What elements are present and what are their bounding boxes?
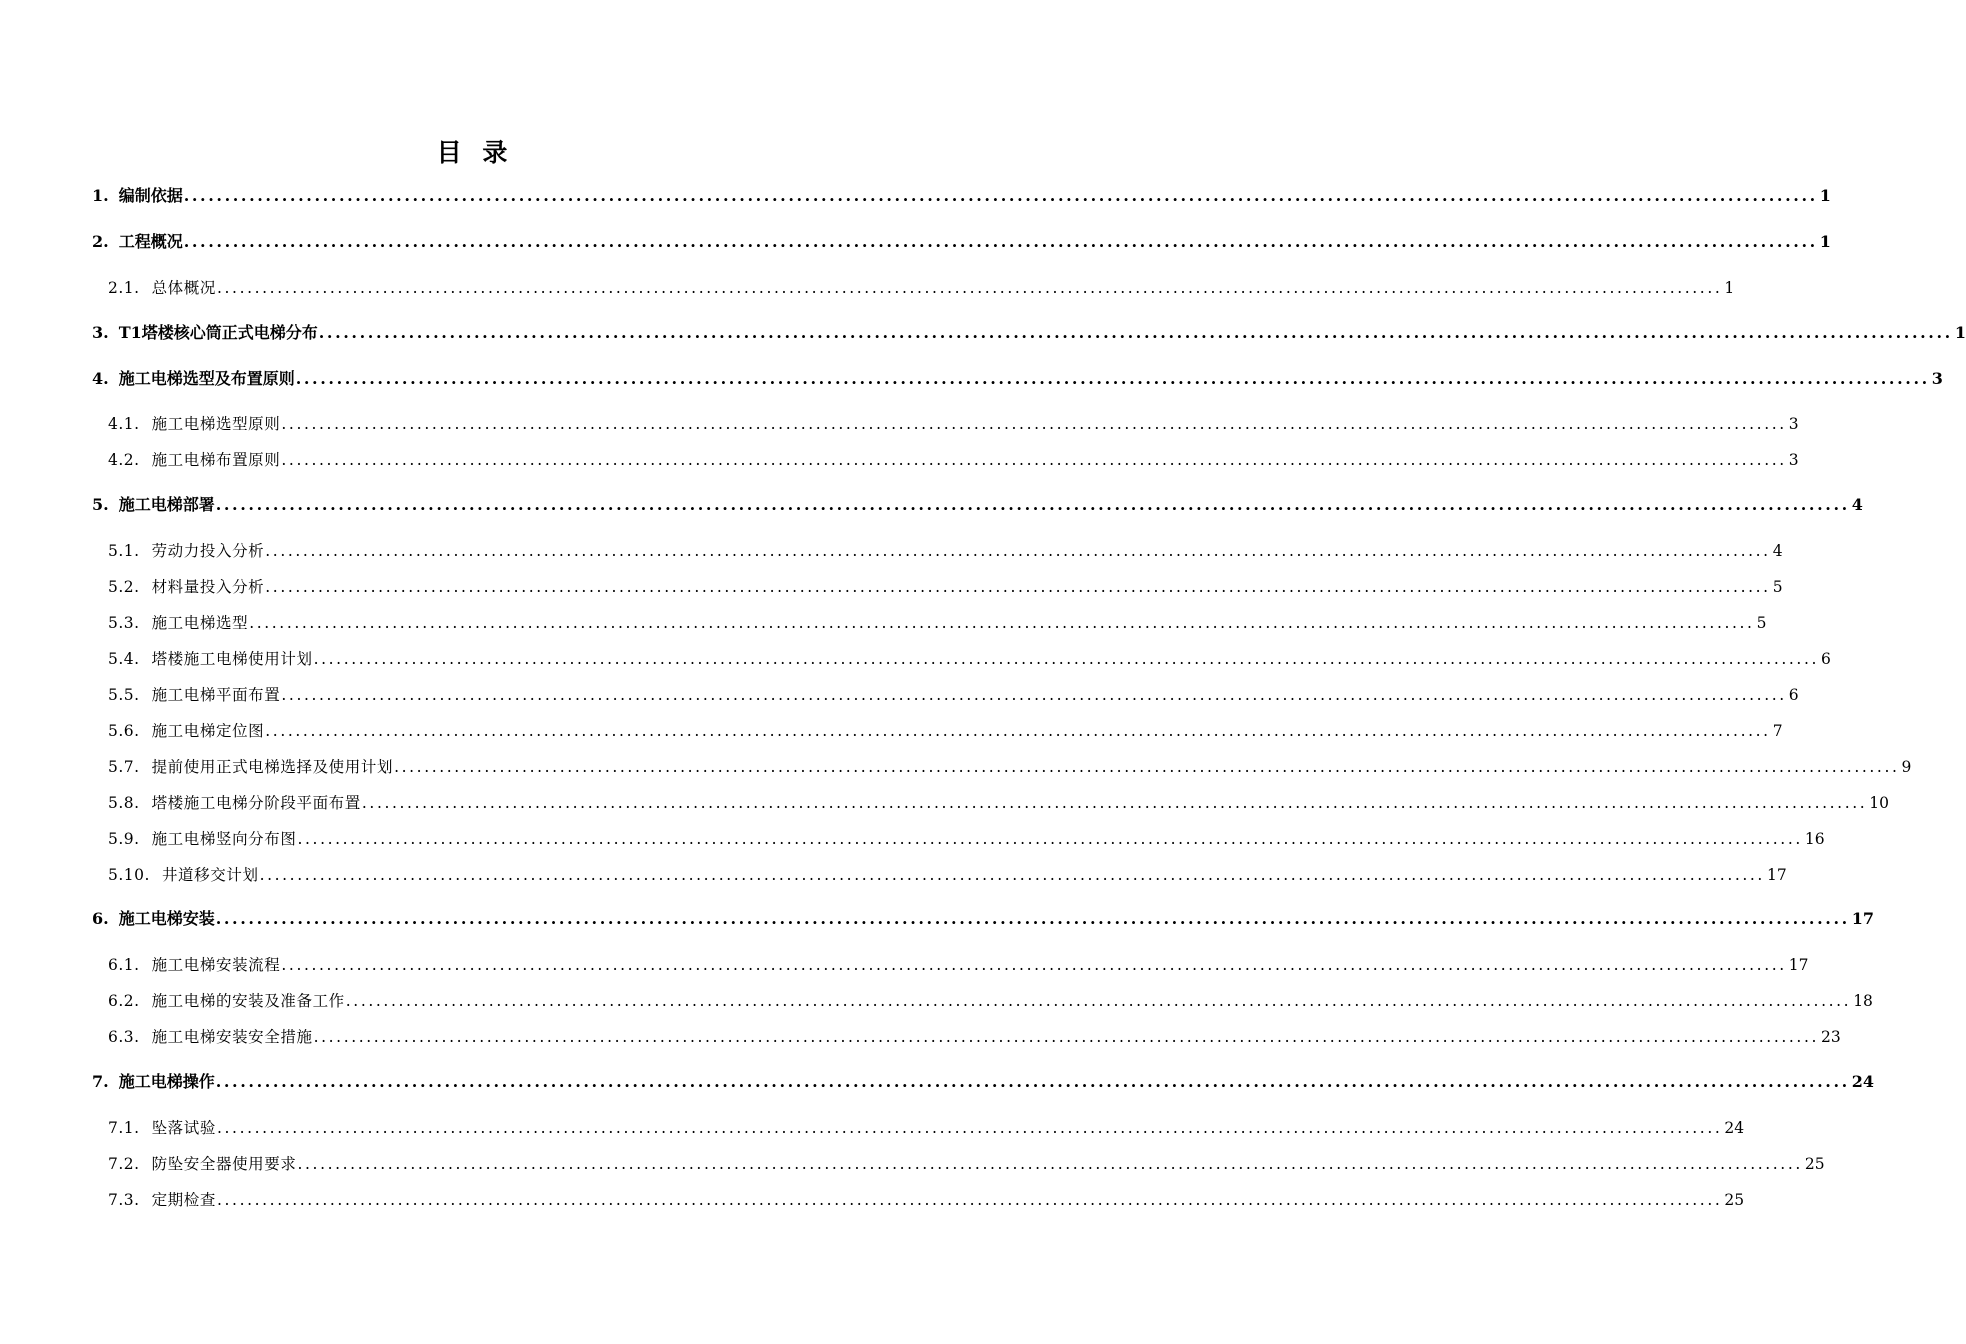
toc-entry-page-number: 24 (1724, 1119, 1745, 1137)
toc-entry-chapter[interactable] (92, 1070, 1875, 1094)
toc-entry-page-number: 4 (1851, 495, 1863, 514)
toc-entry-number: 5.2. (108, 578, 140, 596)
toc-entry-section[interactable] (108, 863, 1787, 887)
toc-entry-title: 施工电梯布置原则 (151, 451, 281, 469)
toc-entry-number: 2. (92, 232, 109, 251)
toc-dot-leader: ........................................................................................................................................................................................................ (281, 451, 1787, 469)
toc-dot-leader: ........................................................................................................................................................................................................ (215, 495, 1850, 514)
toc-entry-number: 4.1. (108, 415, 140, 433)
toc-entry-section[interactable] (108, 276, 1735, 300)
toc-entry-number: 7.1. (108, 1119, 140, 1137)
toc-entry-section[interactable] (108, 1116, 1745, 1140)
toc-entry-number: 1. (92, 186, 109, 205)
toc-entry-title: 施工电梯安装流程 (151, 956, 281, 974)
toc-entry-title: 施工电梯安装安全措施 (151, 1028, 313, 1046)
toc-dot-leader: ........................................................................................................................................................................................................ (215, 909, 1850, 928)
toc-entry-page-number: 6 (1821, 650, 1831, 668)
toc-entry-number: 2.1. (108, 279, 140, 297)
toc-dot-leader: ........................................................................................................................................................................................................ (297, 1155, 1803, 1173)
toc-dot-leader: ........................................................................................................................................................................................................ (216, 1119, 1723, 1137)
toc-entry-page-number: 3 (1931, 369, 1943, 388)
toc-entry-title: 工程概况 (118, 232, 183, 251)
toc-entry-number: 7.2. (108, 1155, 140, 1173)
toc-entry-chapter[interactable] (92, 493, 1863, 517)
toc-entry-title: 总体概况 (151, 279, 216, 297)
toc-entry-number: 5.7. (108, 758, 140, 776)
toc-entry-section[interactable] (108, 719, 1783, 743)
toc-entry-title: 施工电梯平面布置 (151, 686, 281, 704)
toc-entry-title: 施工电梯操作 (118, 1072, 215, 1091)
toc-entry-number: 3. (92, 323, 109, 342)
toc-entry-page-number: 10 (1869, 794, 1890, 812)
toc-entry-page-number: 23 (1821, 1028, 1841, 1046)
toc-entry-number: 5.10. (108, 866, 150, 884)
toc-entry-title: 施工电梯选型及布置原则 (118, 369, 295, 388)
toc-entry-number: 5.4. (108, 650, 140, 668)
toc-entry-section[interactable] (108, 1188, 1745, 1212)
toc-entry-title: 施工电梯的安装及准备工作 (151, 992, 345, 1010)
toc-dot-leader: ........................................................................................................................................................................................................ (297, 830, 1803, 848)
toc-entry-page-number: 3 (1788, 415, 1799, 433)
toc-entry-page-number: 24 (1851, 1072, 1875, 1091)
toc-dot-leader: ........................................................................................................................................................................................................ (361, 794, 1868, 812)
toc-entry-section[interactable] (108, 989, 1873, 1013)
toc-entry-chapter[interactable] (92, 907, 1875, 931)
toc-entry-section[interactable] (108, 953, 1809, 977)
toc-entry-number: 5.8. (108, 794, 140, 812)
toc-dot-leader: ........................................................................................................................................................................................................ (265, 542, 1771, 560)
toc-entry-number: 5.9. (108, 830, 140, 848)
toc-dot-leader: ........................................................................................................................................................................................................ (215, 1072, 1850, 1091)
toc-entry-number: 6.1. (108, 956, 140, 974)
toc-dot-leader: ........................................................................................................................................................................................................ (295, 369, 1930, 388)
toc-entry-number: 6.3. (108, 1028, 140, 1046)
toc-entry-page-number: 25 (1724, 1191, 1745, 1209)
toc-entry-number: 5. (92, 495, 109, 514)
toc-entry-section[interactable] (108, 1152, 1825, 1176)
toc-entry-section[interactable] (108, 755, 1912, 779)
toc-entry-section[interactable] (108, 611, 1767, 635)
toc-entry-number: 7. (92, 1072, 109, 1091)
toc-dot-leader: ........................................................................................................................................................................................................ (281, 415, 1787, 433)
toc-entry-page-number: 1 (1954, 323, 1966, 342)
toc-entry-title: 材料量投入分析 (151, 578, 265, 596)
toc-entry-page-number: 1 (1724, 279, 1735, 297)
toc-entry-section[interactable] (108, 791, 1890, 815)
toc-entry-section[interactable] (108, 827, 1825, 851)
toc-entry-section[interactable] (108, 412, 1799, 436)
toc-entry-page-number: 9 (1901, 758, 1912, 776)
toc-dot-leader: ........................................................................................................................................................................................................ (183, 186, 1818, 205)
toc-dot-leader: ........................................................................................................................................................................................................ (265, 578, 1771, 596)
toc-entry-title: 提前使用正式电梯选择及使用计划 (151, 758, 394, 776)
toc-entry-section[interactable] (108, 1025, 1841, 1049)
toc-title: 目 录 (436, 138, 514, 167)
toc-entry-title: 定期检查 (151, 1191, 216, 1209)
toc-entry-page-number: 5 (1772, 578, 1783, 596)
toc-entry-title: 塔楼施工电梯分阶段平面布置 (151, 794, 361, 812)
toc-entry-page-number: 18 (1853, 992, 1873, 1010)
toc-entry-title: 塔楼施工电梯使用计划 (151, 650, 313, 668)
toc-entry-title: 施工电梯选型 (151, 614, 249, 632)
toc-dot-leader: ........................................................................................................................................................................................................ (313, 650, 1819, 668)
toc-dot-leader: ........................................................................................................................................................................................................ (216, 1191, 1723, 1209)
toc-entry-title: 施工电梯选型原则 (151, 415, 281, 433)
toc-dot-leader: ........................................................................................................................................................................................................ (183, 232, 1818, 251)
toc-entry-title: 劳动力投入分析 (151, 542, 265, 560)
toc-dot-leader: ........................................................................................................................................................................................................ (265, 722, 1771, 740)
toc-entry-title: 坠落试验 (151, 1119, 216, 1137)
toc-dot-leader: ........................................................................................................................................................................................................ (259, 866, 1765, 884)
toc-entry-page-number: 4 (1772, 542, 1783, 560)
toc-entry-chapter[interactable] (92, 184, 1831, 208)
toc-entry-page-number: 6 (1788, 686, 1799, 704)
toc-entry-page-number: 7 (1772, 722, 1783, 740)
toc-entry-section[interactable] (108, 448, 1799, 472)
toc-entry-chapter[interactable] (92, 367, 1943, 391)
toc-dot-leader: ........................................................................................................................................................................................................ (281, 956, 1787, 974)
toc-entry-number: 4.2. (108, 451, 140, 469)
toc-entry-title: T1塔楼核心筒正式电梯分布 (118, 323, 318, 342)
toc-dot-leader: ........................................................................................................................................................................................................ (394, 758, 1900, 776)
toc-entry-title: 施工电梯部署 (118, 495, 215, 514)
toc-entry-section[interactable] (108, 575, 1783, 599)
toc-entry-number: 5.6. (108, 722, 140, 740)
toc-dot-leader: ........................................................................................................................................................................................................ (249, 614, 1755, 632)
toc-entry-number: 4. (92, 369, 109, 388)
toc-entry-page-number: 1 (1819, 232, 1831, 251)
toc-entry-number: 5.1. (108, 542, 140, 560)
toc-entry-title: 施工电梯竖向分布图 (151, 830, 297, 848)
toc-entry-title: 编制依据 (118, 186, 183, 205)
toc-dot-leader: ........................................................................................................................................................................................................ (281, 686, 1787, 704)
toc-entry-section[interactable] (108, 683, 1799, 707)
toc-entry-page-number: 25 (1804, 1155, 1825, 1173)
toc-dot-leader: ........................................................................................................................................................................................................ (318, 323, 1953, 342)
toc-dot-leader: ........................................................................................................................................................................................................ (216, 279, 1723, 297)
toc-entry-number: 5.3. (108, 614, 140, 632)
toc-entry-chapter[interactable] (92, 321, 1966, 345)
toc-entry-page-number: 17 (1851, 909, 1875, 928)
toc-entry-page-number: 17 (1766, 866, 1787, 884)
toc-entry-number: 6.2. (108, 992, 140, 1010)
toc-entry-title: 防坠安全器使用要求 (151, 1155, 297, 1173)
toc-entry-section[interactable] (108, 539, 1783, 563)
toc-entry-number: 6. (92, 909, 109, 928)
toc-dot-leader: ........................................................................................................................................................................................................ (345, 992, 1852, 1010)
toc-entry-page-number: 5 (1756, 614, 1767, 632)
toc-entry-chapter[interactable] (92, 230, 1831, 254)
toc-entry-page-number: 17 (1788, 956, 1809, 974)
toc-entry-number: 7.3. (108, 1191, 140, 1209)
toc-entry-title: 井道移交计划 (161, 866, 259, 884)
toc-entry-page-number: 3 (1788, 451, 1799, 469)
toc-entry-page-number: 1 (1819, 186, 1831, 205)
toc-entry-title: 施工电梯安装 (118, 909, 215, 928)
toc-entry-page-number: 16 (1804, 830, 1825, 848)
toc-entry-number: 5.5. (108, 686, 140, 704)
toc-dot-leader: ........................................................................................................................................................................................................ (313, 1028, 1819, 1046)
toc-entry-title: 施工电梯定位图 (151, 722, 265, 740)
toc-entry-section[interactable] (108, 647, 1831, 671)
